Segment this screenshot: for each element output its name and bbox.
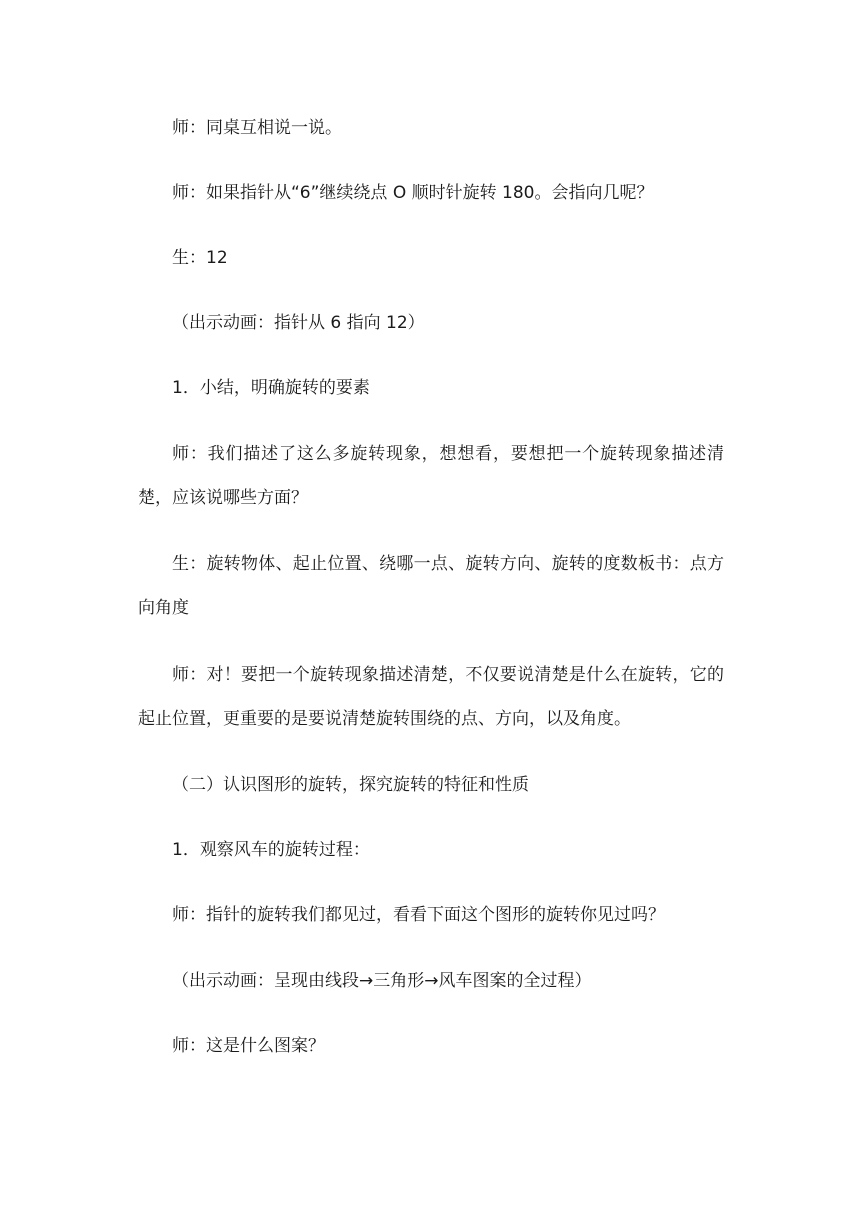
paragraph-4: （出示动画：指针从 6 指向 12）	[172, 313, 425, 333]
paragraph-6: 师：我们描述了这么多旋转现象，想想看，要想把一个旋转现象描述清楚，应该说哪些方面？	[138, 444, 724, 508]
paragraph-12: （出示动画：呈现由线段→三角形→风车图案的全过程）	[172, 971, 592, 991]
paragraph-2: 师：如果指针从“6”继续绕点 O 顺时针旋转 180。会指向几呢？	[172, 183, 654, 203]
paragraph-9: （二）认识图形的旋转，探究旋转的特征和性质	[172, 775, 529, 795]
paragraph-10: 1．观察风车的旋转过程：	[172, 840, 370, 860]
paragraph-7: 生：旋转物体、起止位置、绕哪一点、旋转方向、旋转的度数板书：点方向角度	[138, 554, 724, 618]
paragraph-1: 师：同桌互相说一说。	[172, 118, 342, 138]
paragraph-13: 师：这是什么图案？	[172, 1036, 325, 1056]
paragraph-11: 师：指针的旋转我们都见过，看看下面这个图形的旋转你见过吗？	[172, 905, 665, 925]
paragraph-5: 1．小结，明确旋转的要素	[172, 378, 370, 398]
paragraph-8: 师：对！要把一个旋转现象描述清楚，不仅要说清楚是什么在旋转，它的起止位置，更重要的是要说清楚旋转围绕的点、方向，以及角度。	[138, 665, 724, 729]
paragraph-3: 生：12	[172, 248, 228, 268]
